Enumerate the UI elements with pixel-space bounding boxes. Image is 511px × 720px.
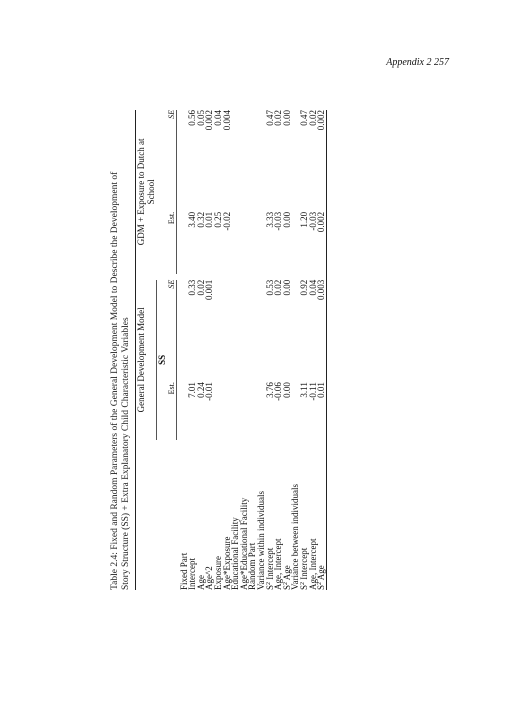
row-label-text: Age — [281, 565, 292, 581]
table-row — [197, 110, 206, 590]
table-cell: 0.001 — [204, 279, 215, 300]
table-cell: 0.01 — [204, 211, 215, 228]
table-cell: 0.32 — [195, 211, 206, 228]
table-cell: 0.56 — [187, 110, 198, 126]
table-cell — [231, 212, 240, 274]
row-label-symbol: S — [298, 584, 309, 590]
row-label: Age^2 — [204, 566, 215, 590]
row-label: Intercept — [187, 558, 198, 590]
row-label-text: Age — [316, 565, 327, 581]
table-cell — [240, 280, 249, 342]
group-header-gdm-line1: General Development Model — [136, 307, 146, 413]
header-blank — [136, 440, 157, 590]
table-cell — [248, 212, 257, 274]
table-cell — [231, 110, 240, 172]
table-cell: 0.05 — [195, 110, 206, 126]
table-cell: 0.01 — [317, 382, 326, 440]
table-cell: 0.004 — [221, 110, 232, 131]
table-cell: 0.002 — [317, 212, 326, 274]
table-row — [274, 110, 283, 590]
row-label: Exposure — [212, 556, 223, 590]
table-cell — [240, 212, 249, 274]
table-cell: 0.002 — [204, 110, 215, 131]
parameters-table — [135, 110, 327, 590]
table-cell: 0.33 — [187, 279, 198, 296]
table-row — [240, 110, 249, 590]
table-cell: 0.04 — [307, 279, 318, 296]
table-cell: 0.02 — [273, 110, 284, 126]
table-cell — [248, 110, 257, 172]
subheader-se-2: SE — [168, 110, 177, 172]
table-cell — [248, 382, 257, 440]
group-header-exposure-line2: School — [146, 179, 156, 205]
rotated-table-block — [110, 110, 400, 590]
caption-line-1: Table 2.4: Fixed and Random Parameters of the General Development Model to Describe the Development of — [110, 171, 120, 590]
table-cell: 3.33 — [264, 211, 275, 228]
table-cell: 3.76 — [264, 382, 275, 398]
table-cell: -0.03 — [307, 211, 318, 231]
table-cell: -0.02 — [221, 211, 232, 231]
table-row — [300, 110, 309, 590]
row-label: Variance between individuals — [290, 484, 301, 590]
caption-line-2: Story Structure (SS) + Extra Explanatory Child Characteristic Variables — [121, 317, 131, 590]
table-body — [177, 110, 327, 590]
row-label-sup: 2 — [282, 581, 289, 585]
row-label: Age*Exposure — [221, 536, 232, 590]
row-label: Random Part — [247, 542, 258, 590]
group-header-exposure — [136, 110, 157, 274]
table-cell — [248, 280, 257, 342]
row-label-text: Intercept — [298, 547, 309, 580]
table-row — [188, 110, 197, 590]
row-label-sup: 2 — [317, 581, 324, 585]
row-label: Age*Educational Facility — [238, 497, 249, 590]
group-header-gdm — [136, 280, 157, 440]
table-row — [291, 110, 300, 590]
table-cell: 0.02 — [273, 279, 284, 296]
table-cell: 3.11 — [298, 382, 309, 398]
subheader-se-1: SE — [168, 280, 177, 342]
table-cell: 0.00 — [281, 211, 292, 228]
table-cell — [214, 382, 223, 440]
table-cell — [231, 382, 240, 440]
table-cell: 0.002 — [317, 110, 326, 172]
subheader-est-2: Est. — [168, 212, 177, 274]
row-label-sup: 2 — [265, 581, 272, 585]
subheader-est-1: Est. — [168, 382, 177, 440]
table-cell — [223, 382, 232, 440]
group-header-row — [136, 110, 157, 590]
table-cell: 0.53 — [264, 279, 275, 296]
table-cell: 0.00 — [281, 110, 292, 126]
table-cell: 0.003 — [317, 280, 326, 342]
table-cell: 0.02 — [195, 279, 206, 296]
table-cell — [240, 382, 249, 440]
table-caption — [110, 110, 132, 590]
row-label-text: Intercept — [264, 547, 275, 580]
table-cell: -0.11 — [307, 382, 318, 401]
group-header-exposure-line1: GDM + Exposure to Dutch at — [136, 138, 146, 246]
table-cell: -0.03 — [273, 211, 284, 231]
table-cell: 0.47 — [264, 110, 275, 126]
row-label: Age, Intercept — [273, 538, 284, 590]
row-label: Fixed Part — [178, 552, 189, 590]
table-row — [257, 110, 266, 590]
table-cell: -0.06 — [273, 382, 284, 401]
table-row — [266, 110, 275, 590]
row-label-symbol: S — [264, 584, 275, 590]
group-header-gdm-line2: SS — [156, 354, 167, 365]
table-cell: 0.04 — [212, 110, 223, 126]
row-label-symbol: S — [316, 584, 327, 590]
table-cell — [240, 110, 249, 172]
row-label: Educational Facility — [230, 517, 241, 590]
table-cell: -0.01 — [204, 382, 215, 401]
table-cell: 0.00 — [281, 279, 292, 296]
table-cell — [223, 280, 232, 342]
table-cell: 0.00 — [281, 382, 292, 398]
table-cell: 0.02 — [307, 110, 318, 126]
row-label — [317, 440, 326, 590]
table-cell: 0.92 — [298, 279, 309, 296]
table-cell: 7.01 — [187, 382, 198, 398]
row-label: Variance within individuals — [255, 491, 266, 590]
subheader-row — [168, 110, 177, 590]
table-cell — [214, 280, 223, 342]
table-row — [205, 110, 214, 590]
table-cell: 3.40 — [187, 211, 198, 228]
running-header: Appendix 2 257 — [386, 57, 449, 68]
group-subtitle-row — [156, 110, 168, 590]
table-row — [317, 110, 326, 590]
table-row — [214, 110, 223, 590]
table-cell: 1.20 — [298, 211, 309, 228]
table-row — [177, 110, 189, 590]
table-row — [309, 110, 318, 590]
table-cell — [231, 280, 240, 342]
row-label-symbol: S — [281, 584, 292, 590]
row-label: Age — [195, 575, 206, 590]
table-cell: 0.24 — [195, 382, 206, 398]
table-cell: 0.47 — [298, 110, 309, 126]
row-label-sup: 2 — [299, 581, 306, 585]
table-cell: 0.25 — [212, 211, 223, 228]
row-label: Age, Intercept — [307, 538, 318, 590]
